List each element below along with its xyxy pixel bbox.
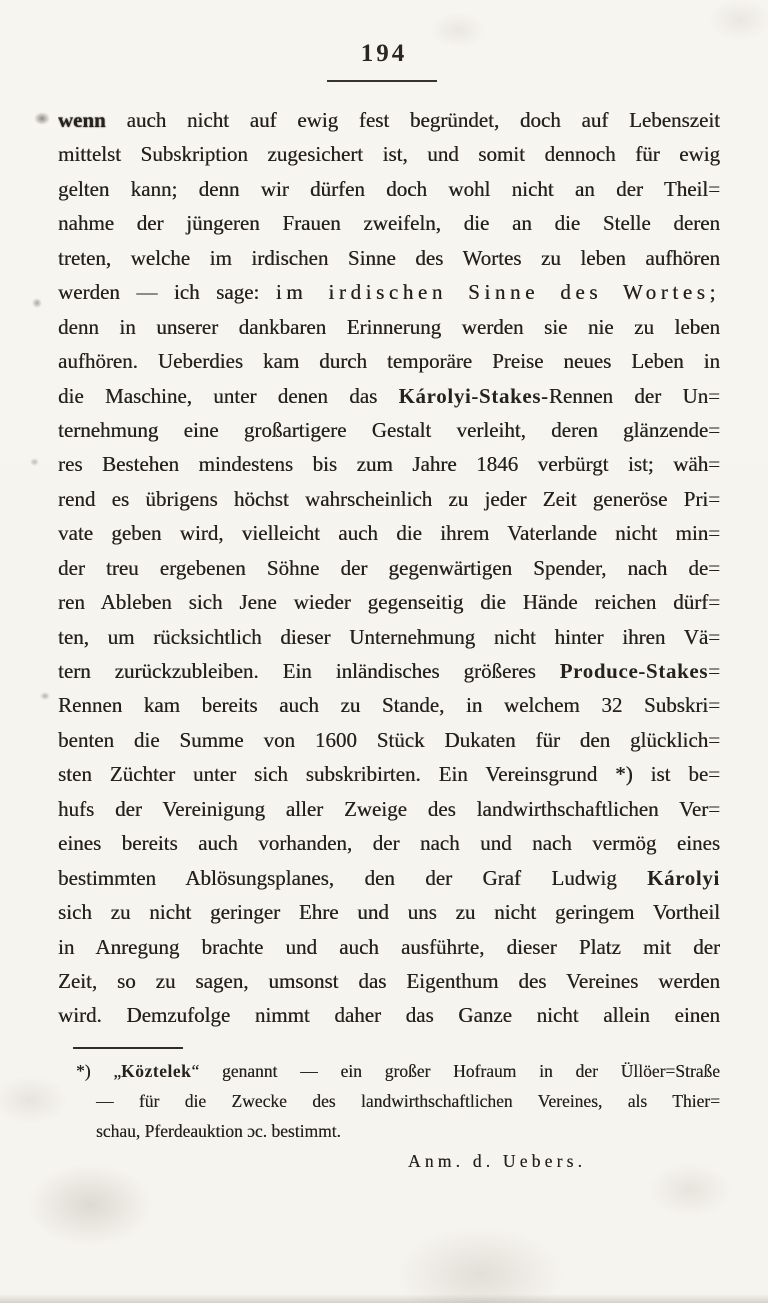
text-line xyxy=(58,310,720,344)
page-number: 194 xyxy=(360,40,408,67)
antiqua-name-segment: Károlyi xyxy=(647,865,720,890)
antiqua-name-segment: Produce-Stakes xyxy=(559,659,709,683)
text-segment: tern zurückzubleiben. Ein inländisches größeres xyxy=(58,659,560,683)
footnote-line xyxy=(58,1056,720,1086)
text-line xyxy=(58,826,720,860)
text-line xyxy=(58,379,720,413)
page-bottom-shadow xyxy=(0,1294,768,1303)
text-segment: rend es übrigens höchst wahrscheinlich zu jeder Zeit generöse Pri= xyxy=(58,486,720,511)
footnote xyxy=(58,1056,720,1176)
text-line xyxy=(58,585,720,619)
text-segment: der treu ergebenen Söhne der gegenwärtigen Spender, nach de= xyxy=(58,555,720,580)
text-line xyxy=(58,930,720,964)
paper-stain xyxy=(32,298,42,308)
text-segment: ten, um rücksichtlich dieser Unternehmung nicht hinter ihren Vä= xyxy=(58,624,720,649)
text-segment: werden — ich sage: xyxy=(58,280,276,305)
text-line xyxy=(58,723,720,757)
text-line xyxy=(58,757,720,791)
text-segment: mittelst Subskription zugesichert ist, und somit dennoch für ewig xyxy=(58,142,720,167)
text-segment: sich zu nicht geringer Ehre und uns zu nicht geringem Vortheil xyxy=(58,900,720,925)
footnote-marker: *) „ xyxy=(76,1061,122,1081)
text-segment: in Anregung brachte und auch ausführte, dieser Platz mit der xyxy=(58,934,720,959)
text-line xyxy=(58,516,720,550)
text-segment: Rennen der Un= xyxy=(548,383,720,408)
header-rule xyxy=(327,80,437,82)
text-segment: sten Züchter unter sich subskribirten. Ein Vereinsgrund *) ist be= xyxy=(58,762,720,787)
footnote-line: schau, Pferdeauktion ɔc. bestimmt. xyxy=(96,1121,341,1141)
text-line xyxy=(58,620,720,654)
text-segment: hufs der Vereinigung aller Zweige des landwirthschaftlichen Ver= xyxy=(58,796,720,821)
text-segment: bestimmten Ablösungsplanes, den der Graf Ludwig xyxy=(58,865,648,890)
text-segment: gelten kann; denn wir dürfen doch wohl nicht an der Theil= xyxy=(58,176,720,201)
footnote-line: — für die Zwecke des landwirthschaftlichen Vereines, als Thier= xyxy=(96,1091,720,1111)
text-line xyxy=(58,137,720,171)
text-line xyxy=(58,964,720,998)
text-line xyxy=(58,688,720,722)
text-segment: wird. Demzufolge nimmt daher das Ganze nicht allein einen xyxy=(58,1003,720,1028)
text-line xyxy=(58,206,720,240)
text-segment: nahme der jüngeren Frauen zweifeln, die an die Stelle deren xyxy=(58,211,720,236)
text-segment: denn in unserer dankbaren Erinnerung werden sie nie zu leben xyxy=(58,314,720,339)
paper-stain xyxy=(40,692,50,700)
text-segment: res Bestehen mindestens bis zum Jahre 1846 verbürgt ist; wäh= xyxy=(58,452,720,477)
text-line xyxy=(58,861,720,895)
body-text xyxy=(58,103,720,1033)
text-line xyxy=(58,482,720,516)
text-segment: vate geben wird, vielleicht auch die ihrem Vaterlande nicht min= xyxy=(58,521,720,546)
footnote-attribution: Anm. d. Uebers. xyxy=(408,1151,587,1171)
text-line xyxy=(58,895,720,929)
text-line xyxy=(58,413,720,447)
text-segment: auch nicht auf ewig fest begründet, doch auf Lebenszeit xyxy=(105,108,720,132)
footnote-separator xyxy=(73,1047,183,1049)
text-segment: = xyxy=(708,659,720,683)
text-segment: aufhören. Ueberdies kam durch temporäre Preise neues Leben in xyxy=(58,349,720,374)
emphasized-segment: im irdischen Sinne des Wortes; xyxy=(275,280,720,305)
text-line xyxy=(58,792,720,826)
text-line xyxy=(58,344,720,378)
text-line xyxy=(58,998,720,1032)
text-line xyxy=(58,447,720,481)
paper-stain xyxy=(30,458,39,466)
text-line xyxy=(58,654,720,688)
smudged-word: wenn xyxy=(58,108,106,132)
text-segment: die Maschine, unter denen das xyxy=(58,383,399,408)
text-line xyxy=(58,551,720,585)
text-line xyxy=(58,241,720,275)
text-segment: Zeit, so zu sagen, umsonst das Eigenthum des Vereines werden xyxy=(58,968,720,993)
antiqua-name-segment: Károlyi-Stakes- xyxy=(398,383,549,408)
antiqua-name-segment: Köztelek xyxy=(121,1061,192,1081)
text-line xyxy=(58,275,720,309)
text-segment: eines bereits auch vorhanden, der nach und nach vermög eines xyxy=(58,831,720,856)
text-segment: treten, welche im irdischen Sinne des Wortes zu leben aufhören xyxy=(58,245,720,270)
text-segment: “ genannt — ein großer Hofraum in der Üllöer=Straße xyxy=(191,1061,720,1081)
text-segment: ren Ableben sich Jene wieder gegenseitig die Hände reichen dürf= xyxy=(58,590,720,615)
text-line xyxy=(58,172,720,206)
paper-stain xyxy=(34,112,50,125)
text-segment: Rennen kam bereits auch zu Stande, in welchem 32 Subskri= xyxy=(58,693,720,718)
text-segment: ternehmung eine großartigere Gestalt verleiht, deren glänzende= xyxy=(58,417,720,442)
text-segment: benten die Summe von 1600 Stück Dukaten für den glücklich= xyxy=(58,727,720,752)
text-line xyxy=(58,103,720,137)
